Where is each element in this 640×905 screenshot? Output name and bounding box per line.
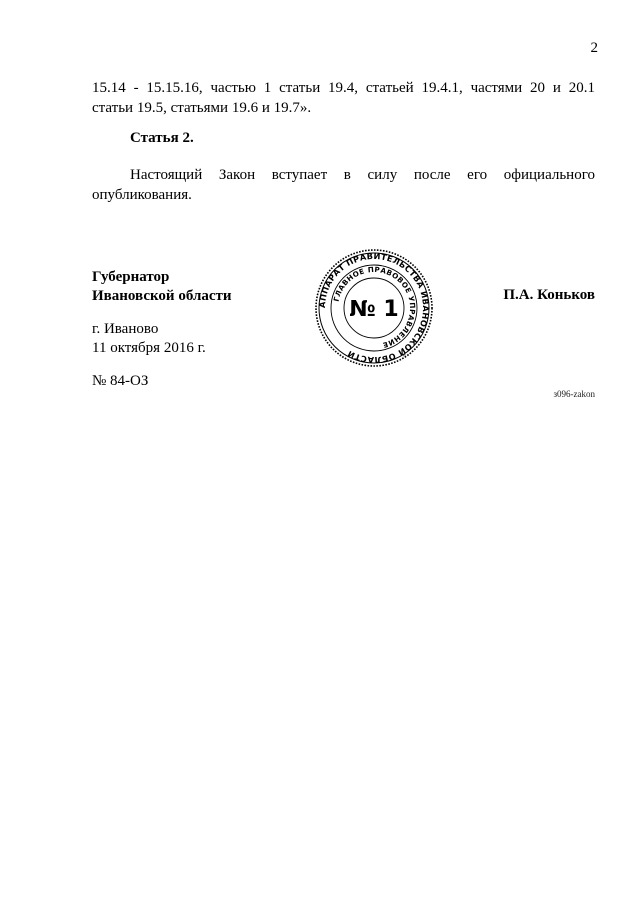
- continuation-line-2: статьи 19.5, статьями 19.6 и 19.7».: [92, 100, 312, 116]
- place: г. Иваново: [92, 321, 159, 337]
- signer-title-line-2: Ивановской области: [92, 288, 232, 304]
- article-2-line-2: опубликования.: [92, 187, 192, 203]
- page-number: 2: [590, 40, 598, 56]
- article-2-heading: Статья 2.: [130, 130, 194, 146]
- official-seal-stamp: [314, 248, 434, 368]
- article-2-body: [92, 165, 595, 205]
- seal-outer-text: АППАРАТ ПРАВИТЕЛЬСТВА ИВАНОВСКОЙ ОБЛАСТИ: [316, 250, 432, 366]
- place-and-date: [92, 320, 206, 358]
- signer-name: П.А. Коньков: [503, 287, 595, 303]
- document-code: з096-zakon: [553, 389, 595, 399]
- signer-title: [92, 268, 232, 306]
- law-number: № 84-ОЗ: [92, 373, 149, 389]
- continuation-line-1: 15.14 - 15.15.16, частью 1 статьи 19.4, статьей 19.4.1, частями 20 и 20.1: [92, 80, 595, 96]
- seal-inner-text: ГЛАВНОЕ ПРАВОВОЕ УПРАВЛЕНИЕ: [331, 264, 418, 350]
- signer-title-line-1: Губернатор: [92, 269, 170, 285]
- seal-number: № 1: [349, 297, 399, 322]
- date: 11 октября 2016 г.: [92, 340, 206, 356]
- article-2-line-1: Настоящий Закон вступает в силу после его официального: [130, 167, 595, 183]
- continuation-paragraph: [92, 78, 595, 118]
